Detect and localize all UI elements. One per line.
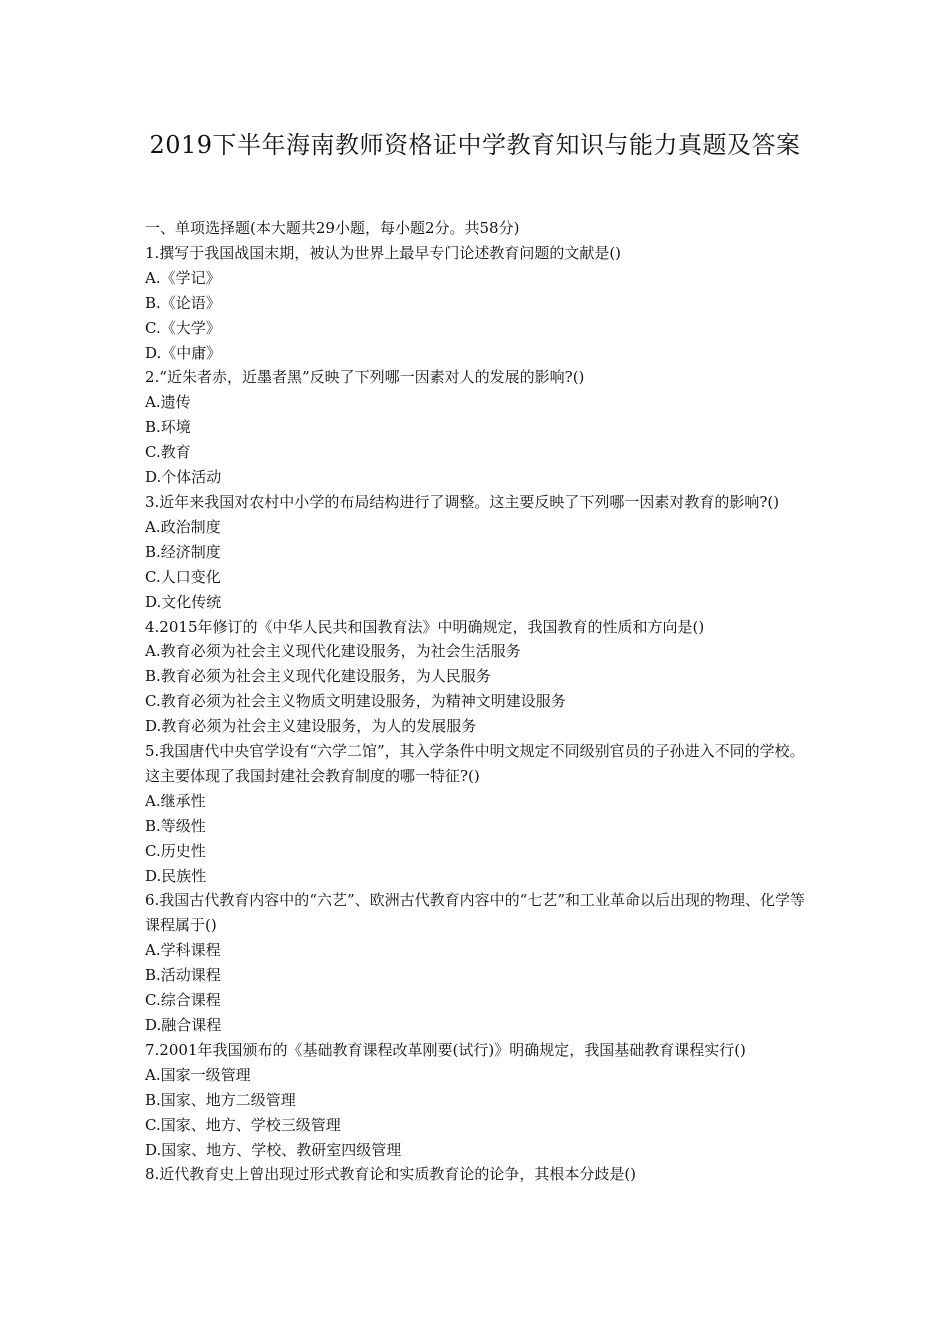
question-6-stem: 6.我国古代教育内容中的“六艺”、欧洲古代教育内容中的“七艺”和工业革命以后出现的物理、化学等课程属于() xyxy=(145,891,805,935)
question-7-option-c: C.国家、地方、学校三级管理 xyxy=(145,1115,341,1134)
question-4-option-a: A.教育必须为社会主义现代化建设服务，为社会生活服务 xyxy=(145,642,521,661)
document-title: 2019下半年海南教师资格证中学教育知识与能力真题及答案 xyxy=(149,131,801,159)
question-2-option-a: A.遗传 xyxy=(145,393,191,412)
question-6-option-b: B.活动课程 xyxy=(145,966,221,985)
document-body xyxy=(145,216,810,1187)
question-8-stem: 8.近代教育史上曾出现过形式教育论和实质教育论的论争，其根本分歧是() xyxy=(145,1165,637,1184)
question-6-option-a: A.学科课程 xyxy=(145,941,221,960)
question-2-option-b: B.环境 xyxy=(145,418,191,437)
question-5-option-c: C.历史性 xyxy=(145,841,206,860)
question-5-option-d: D.民族性 xyxy=(145,866,207,885)
question-1-option-a: A.《学记》 xyxy=(145,268,221,287)
question-7-stem: 7.2001年我国颁布的《基础教育课程改革刚要(试行)》明确规定，我国基础教育课程实行() xyxy=(145,1040,746,1059)
question-4-option-b: B.教育必须为社会主义现代化建设服务，为人民服务 xyxy=(145,667,491,686)
question-7-option-d: D.国家、地方、学校、教研室四级管理 xyxy=(145,1140,402,1159)
question-1-stem: 1.撰写于我国战国末期，被认为世界上最早专门论述教育问题的文献是() xyxy=(145,243,622,262)
question-2-option-d: D.个体活动 xyxy=(145,468,222,487)
question-2-stem: 2.“近朱者赤，近墨者黑”反映了下列哪一因素对人的发展的影响?() xyxy=(145,368,585,387)
question-3-option-c: C.人口变化 xyxy=(145,567,221,586)
question-5-option-a: A.继承性 xyxy=(145,791,206,810)
question-1-option-d: D.《中庸》 xyxy=(145,343,222,362)
question-7-option-a: A.国家一级管理 xyxy=(145,1065,251,1084)
section-heading: 一、单项选择题(本大题共29小题，每小题2分。共58分) xyxy=(145,219,520,237)
question-3-option-a: A.政治制度 xyxy=(145,517,221,536)
question-6-option-c: C.综合课程 xyxy=(145,991,221,1010)
question-4-stem: 4.2015年修订的《中华人民共和国教育法》中明确规定，我国教育的性质和方向是() xyxy=(145,617,705,636)
question-3-stem: 3.近年来我国对农村中小学的布局结构进行了调整。这主要反映了下列哪一因素对教育的影响?() xyxy=(145,492,780,511)
question-7-option-b: B.国家、地方二级管理 xyxy=(145,1090,296,1109)
question-4-option-d: D.教育必须为社会主义建设服务，为人的发展服务 xyxy=(145,717,477,736)
question-5-stem: 5.我国唐代中央官学设有“六学二馆”，其入学条件中明文规定不同级别官员的子孙进入不同的学校。这主要体现了我国封建社会教育制度的哪一特征?() xyxy=(145,742,805,785)
question-3-option-d: D.文化传统 xyxy=(145,592,222,611)
question-2-option-c: C.教育 xyxy=(145,443,191,462)
question-3-option-b: B.经济制度 xyxy=(145,542,221,561)
question-4-option-c: C.教育必须为社会主义物质文明建设服务，为精神文明建设服务 xyxy=(145,692,566,711)
question-1-option-b: B.《论语》 xyxy=(145,293,221,312)
question-5-option-b: B.等级性 xyxy=(145,816,206,835)
question-1-option-c: C.《大学》 xyxy=(145,318,221,337)
question-6-option-d: D.融合课程 xyxy=(145,1016,222,1034)
